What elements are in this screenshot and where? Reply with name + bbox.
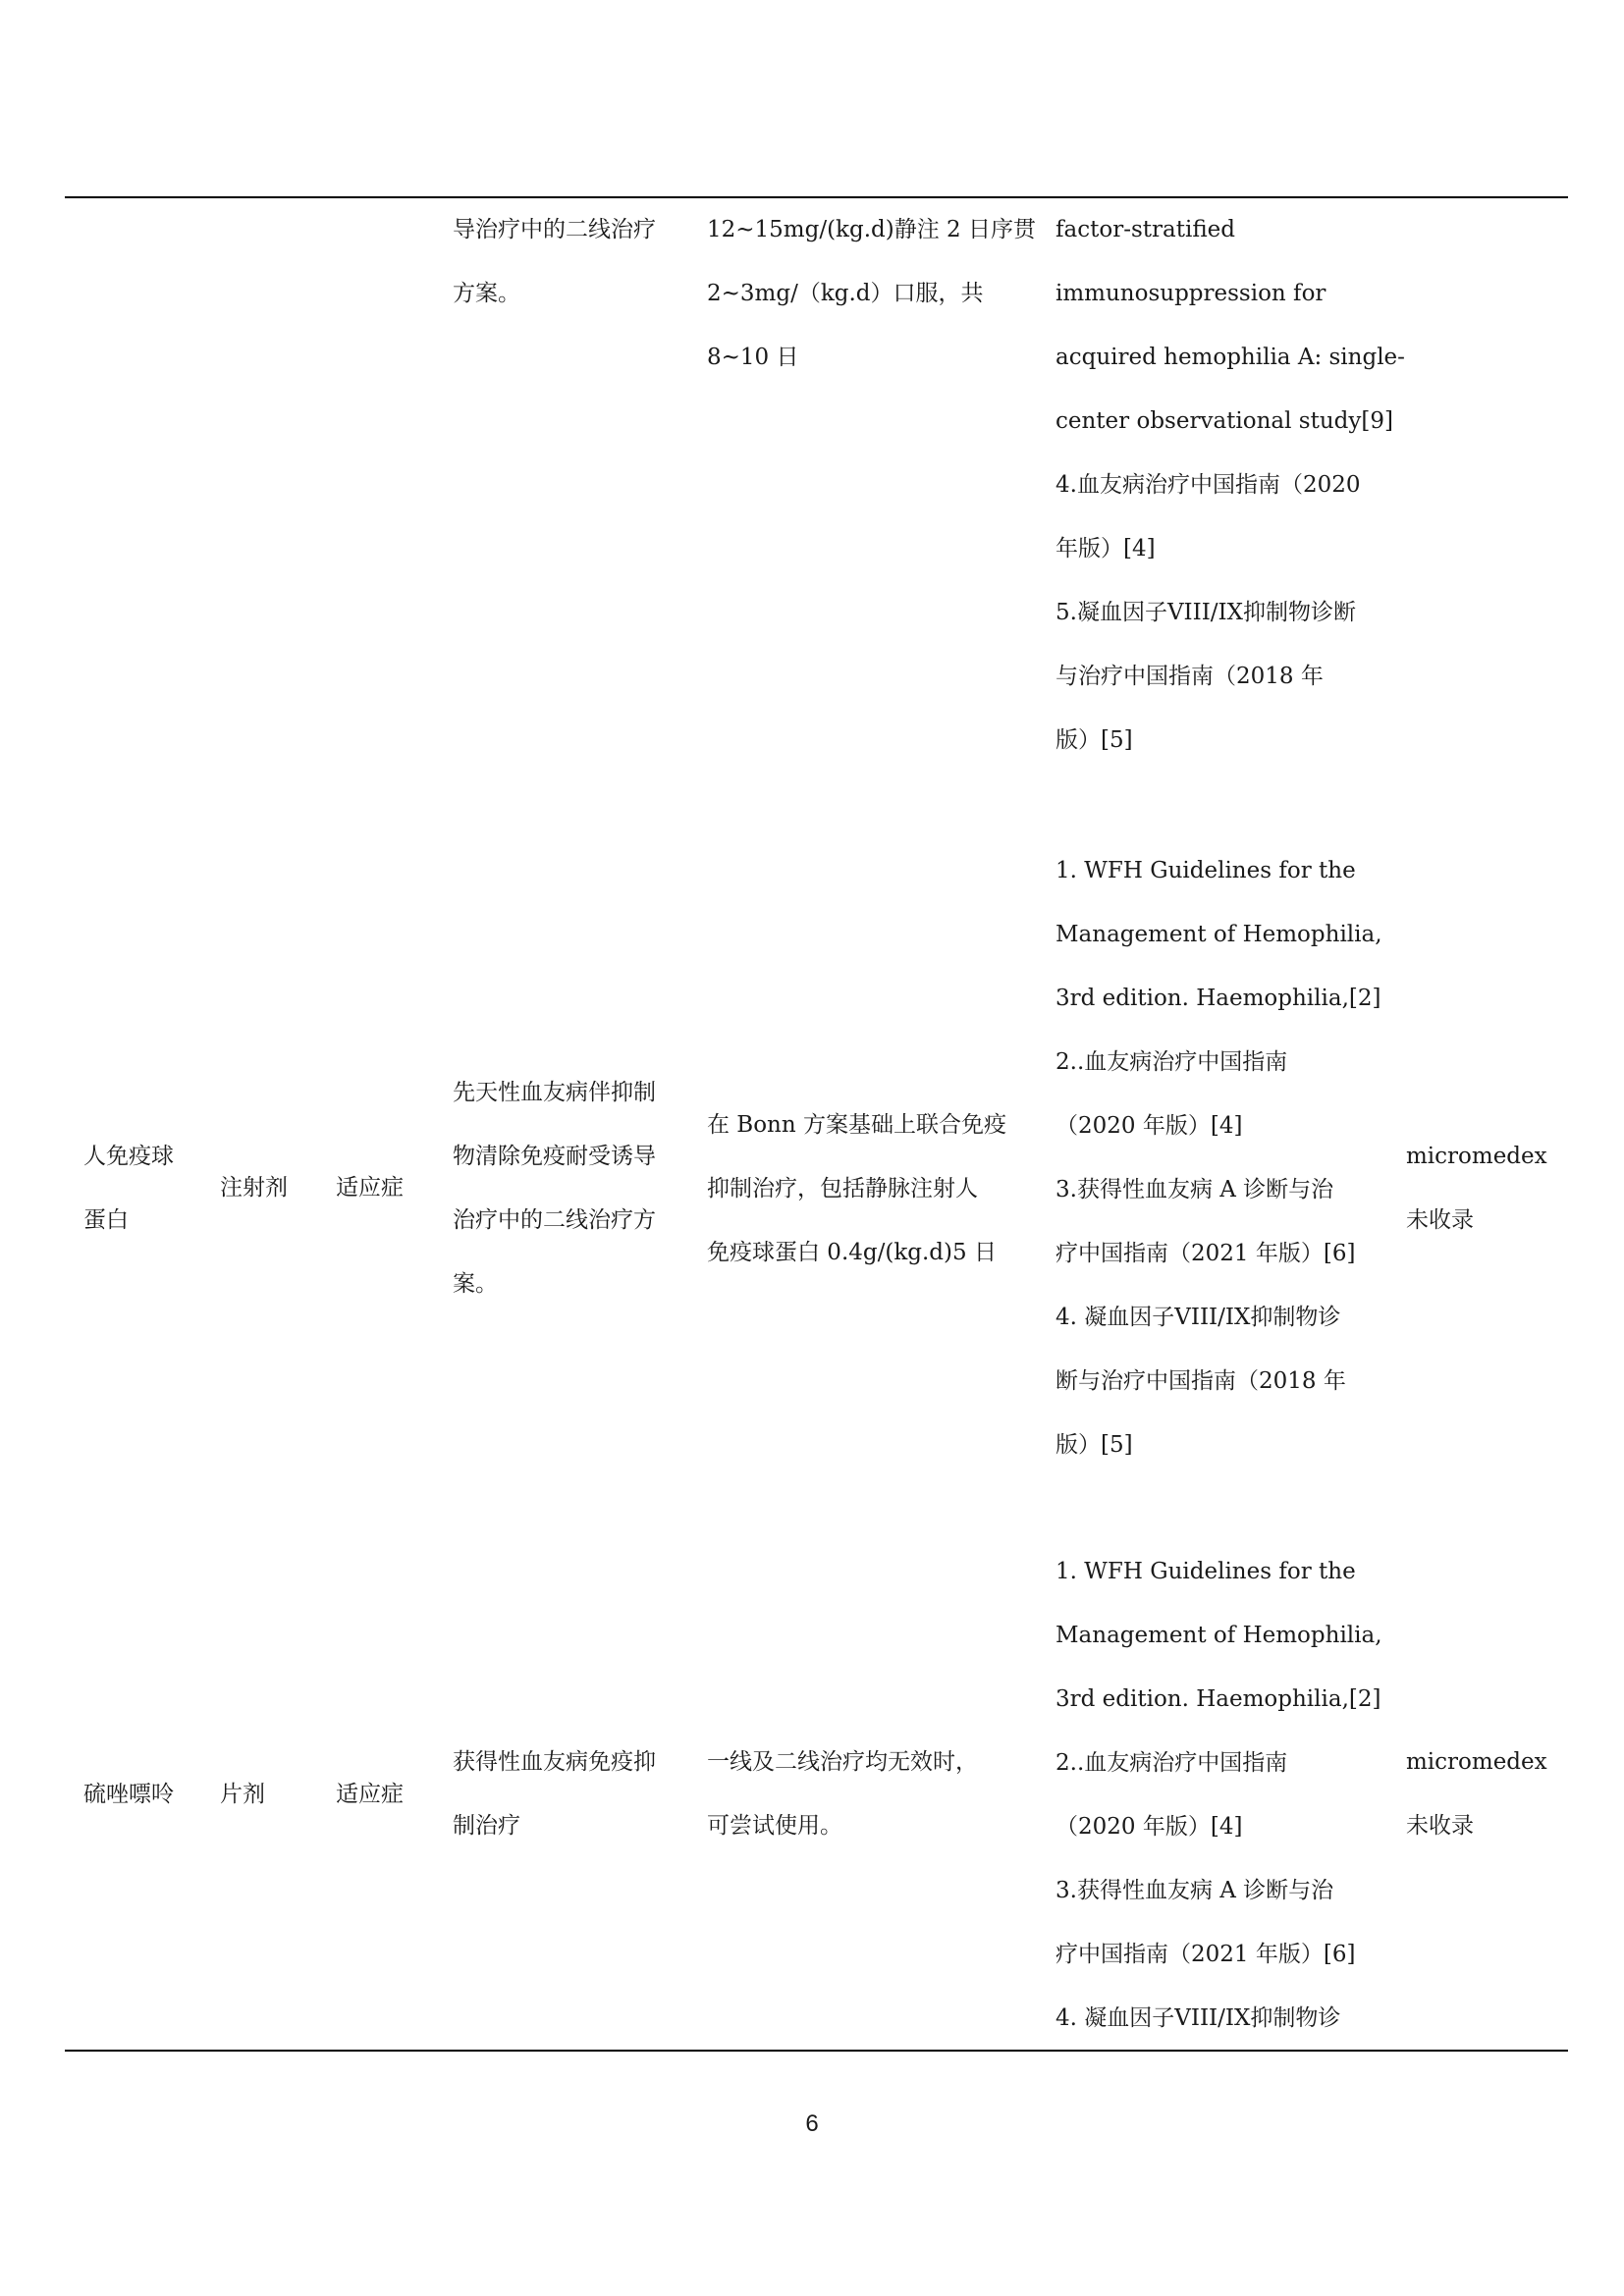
cell-dosage-form: 片剂 xyxy=(220,1782,265,1807)
cell-indication: 先天性血友病伴抑制 物清除免疫耐受诱导 治疗中的二线治疗方 案。 xyxy=(453,1080,656,1297)
cell-indication: 导治疗中的二线治疗 方案。 xyxy=(453,217,656,306)
cell-note: micromedex 未收录 xyxy=(1406,1749,1547,1839)
cell-dosage-form: 注射剂 xyxy=(220,1175,288,1201)
cell-note: micromedex 未收录 xyxy=(1406,1144,1547,1233)
cell-usage: 12~15mg/(kg.d)静注 2 日序贯 2~3mg/（kg.d）口服，共 8~10 日 xyxy=(707,217,1036,370)
cell-drug-name: 人免疫球 蛋白 xyxy=(83,1144,174,1233)
cell-drug-name: 硫唑嘌呤 xyxy=(83,1782,174,1807)
page-number: 6 xyxy=(805,2110,819,2137)
cell-type: 适应症 xyxy=(336,1782,404,1807)
cell-evidence: factor-stratified immunosuppression for acquired hemophilia A: single- center observational study[9] 4.血友病治疗中国指南（2020 年版）[4] 5.凝血因子VIII/IX抑制物诊断 与治疗中国指南（2018 年 版）[5] xyxy=(1056,217,1405,753)
cell-type: 适应症 xyxy=(336,1175,404,1201)
cell-usage: 在 Bonn 方案基础上联合免疫 抑制治疗，包括静脉注射人 免疫球蛋白 0.4g/(kg.d)5 日 xyxy=(707,1112,1006,1265)
cell-usage: 一线及二线治疗均无效时， 可尝试使用。 xyxy=(707,1749,978,1839)
cell-evidence: 1. WFH Guidelines for the Management of Hemophilia, 3rd edition. Haemophilia,[2] 2..血友病治疗中国指南 （2020 年版）[4] 3.获得性血友病 A 诊断与治 疗中国指南（2021 年版）[6] 4. 凝血因子VIII/IX抑制物诊 断与治疗中国指南（2018 年 版）[5] xyxy=(1056,858,1382,1458)
cell-evidence: 1. WFH Guidelines for the Management of Hemophilia, 3rd edition. Haemophilia,[2] 2..血友病治疗中国指南 （2020 年版）[4] 3.获得性血友病 A 诊断与治 疗中国指南（2021 年版）[6] 4. 凝血因子VIII/IX抑制物诊 xyxy=(1056,1559,1382,2031)
cell-indication: 获得性血友病免疫抑 制治疗 xyxy=(453,1749,656,1839)
table-bottom-rule xyxy=(65,2050,1568,2052)
